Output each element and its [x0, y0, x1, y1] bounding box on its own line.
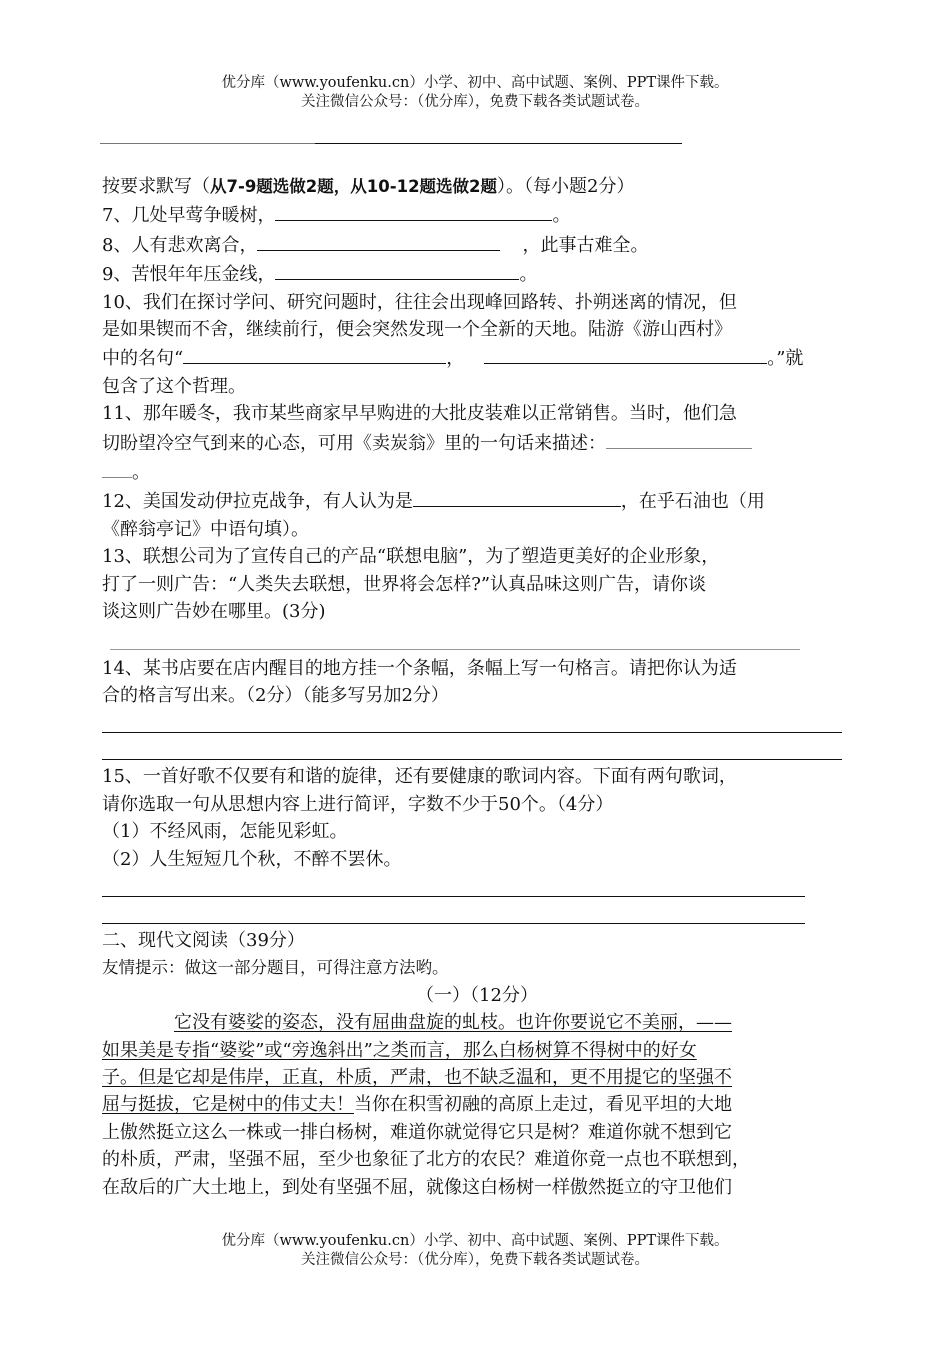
question-11-line-3: 。 [102, 457, 852, 486]
question-13-line-3: 谈这则广告妙在哪里。(3分) [102, 601, 326, 623]
reading-passage-line-6: 的朴质，严肃，坚强不屈，至少也象征了北方的农民？难道你竟一点也不联想到， [102, 1149, 750, 1171]
question-10-line-4: 包含了这个哲理。 [102, 375, 246, 397]
question-13-line-1: 13、联想公司为了宣传自己的产品“联想电脑”，为了塑造更美好的企业形象， [102, 546, 720, 568]
header-line-2: 关注微信公众号：（优分库），免费下载各类试题试卷。 [301, 94, 649, 110]
question-15-option-2: （2）人生短短几个秋，不醉不罢休。 [102, 848, 402, 870]
question-10-line-2: 是如果锲而不舍，继续前行，便会突然发现一个全新的天地。陆游《游山西村》 [102, 319, 732, 341]
question-14-line-1: 14、某书店要在店内醒目的地方挂一个条幅，条幅上写一句格言。请把你认为适 [102, 657, 737, 679]
reading-passage-line-4: 屈与挺拔，它是树中的伟丈夫！当你在积雪初融的高原上走过，看见平坦的大地 [102, 1094, 732, 1116]
section2-tip: 友情提示：做这一部分题目，可得注意方法哟。 [102, 958, 449, 978]
q11-answer-blank-cont[interactable] [102, 457, 132, 478]
section2-title: 二、现代文阅读（39分） [102, 929, 305, 951]
q14-answer-line-2 [102, 759, 842, 760]
header-line-1: 优分库（www.youfenku.cn）小学、初中、高中试题、案例、PPT课件下载。 [221, 75, 729, 91]
question-8: 8、人有悲欢离合， ，此事古难全。 [102, 230, 852, 259]
instruction-emphasis: 从7-9题选做2题，从10-12题选做2题 [210, 177, 498, 196]
exam-content [102, 173, 852, 1201]
q12-answer-blank[interactable] [413, 486, 621, 507]
q15-answer-line-2 [102, 923, 805, 924]
question-13-line-2: 打了一则广告：“人类失去联想，世界将会怎样?”认真品味这则广告，请你谈 [102, 573, 707, 595]
footer-line-2: 关注微信公众号：（优分库），免费下载各类试题试卷。 [301, 1252, 649, 1268]
q15-answer-area-1[interactable] [102, 873, 852, 900]
q15-answer-line-1 [102, 896, 805, 897]
question-10-line-3: 中的名句“ ， 。”就 [102, 343, 852, 372]
question-11-line-1: 11、那年暖冬，我市某些商家早早购进的大批皮装难以正常销售。当时，他们急 [102, 403, 737, 425]
question-15-option-1: （1）不经风雨，怎能见彩虹。 [102, 821, 348, 843]
header-rule-right [315, 143, 682, 144]
q7-answer-blank[interactable] [275, 200, 552, 221]
question-9: 9、苦恨年年压金线， 。 [102, 259, 852, 288]
reading-passage-line-1: 它没有婆娑的姿态，没有屈曲盘旋的虬枝。也许你要说它不美丽，—— [174, 1012, 732, 1034]
page-header [0, 74, 950, 112]
question-10-line-1: 10、我们在探讨学问、研究问题时，往往会出现峰回路转、扑朔迷离的情况，但 [102, 291, 737, 313]
section1-instructions: 按要求默写（从7-9题选做2题，从10-12题选做2题）。（每小题2分） [102, 176, 635, 197]
question-15-line-1: 15、一首好歌不仅要有和谐的旋律，还有要健康的歌词内容。下面有两句歌词， [102, 766, 737, 788]
q13-answer-area[interactable] [102, 626, 852, 655]
reading-part-heading: （一）（12分） [416, 984, 538, 1006]
footer-line-1: 优分库（www.youfenku.cn）小学、初中、高中试题、案例、PPT课件下载。 [221, 1233, 729, 1249]
page-footer [0, 1232, 950, 1270]
reading-passage-line-7: 在敌后的广大土地上，到处有坚强不屈，就像这白杨树一样傲然挺立的守卫他们 [102, 1176, 732, 1198]
q14-answer-area-2[interactable] [102, 736, 852, 763]
q15-answer-area-2[interactable] [102, 900, 852, 927]
reading-passage-line-3: 子。但是它却是伟岸，正直，朴质，严肃，也不缺乏温和，更不用提它的坚强不 [102, 1066, 732, 1088]
q13-answer-line [110, 649, 800, 650]
q10-answer-blank-1[interactable] [183, 343, 446, 364]
question-7: 7、几处早莺争暖树， 。 [102, 200, 852, 229]
question-15-line-2: 请你选取一句从思想内容上进行简评，字数不少于50个。（4分） [102, 793, 614, 815]
question-14-line-2: 合的格言写出来。（2分）（能多写另加2分） [102, 684, 449, 706]
question-12-line-1: 12、美国发动伊拉克战争，有人认为是 ，在乎石油也（用 [102, 486, 852, 515]
q10-answer-blank-2[interactable] [484, 343, 767, 364]
q14-answer-area-1[interactable] [102, 709, 852, 736]
reading-passage-line-5: 上傲然挺立这么一株或一排白杨树，难道你就觉得它只是树？难道你就不想到它 [102, 1121, 732, 1143]
q14-answer-line-1 [102, 732, 842, 733]
q8-answer-blank[interactable] [257, 230, 500, 251]
header-rule-left [100, 143, 315, 144]
q11-answer-blank[interactable] [606, 428, 752, 449]
reading-passage-line-2: 如果美是专指“婆娑”或“旁逸斜出”之类而言，那么白杨树算不得树中的好女 [102, 1039, 697, 1061]
question-11-line-2: 切盼望冷空气到来的心态，可用《卖炭翁》里的一句话来描述： [102, 428, 852, 457]
q9-answer-blank[interactable] [275, 259, 519, 280]
question-12-line-2: 《醉翁亭记》中语句填）。 [102, 518, 309, 540]
